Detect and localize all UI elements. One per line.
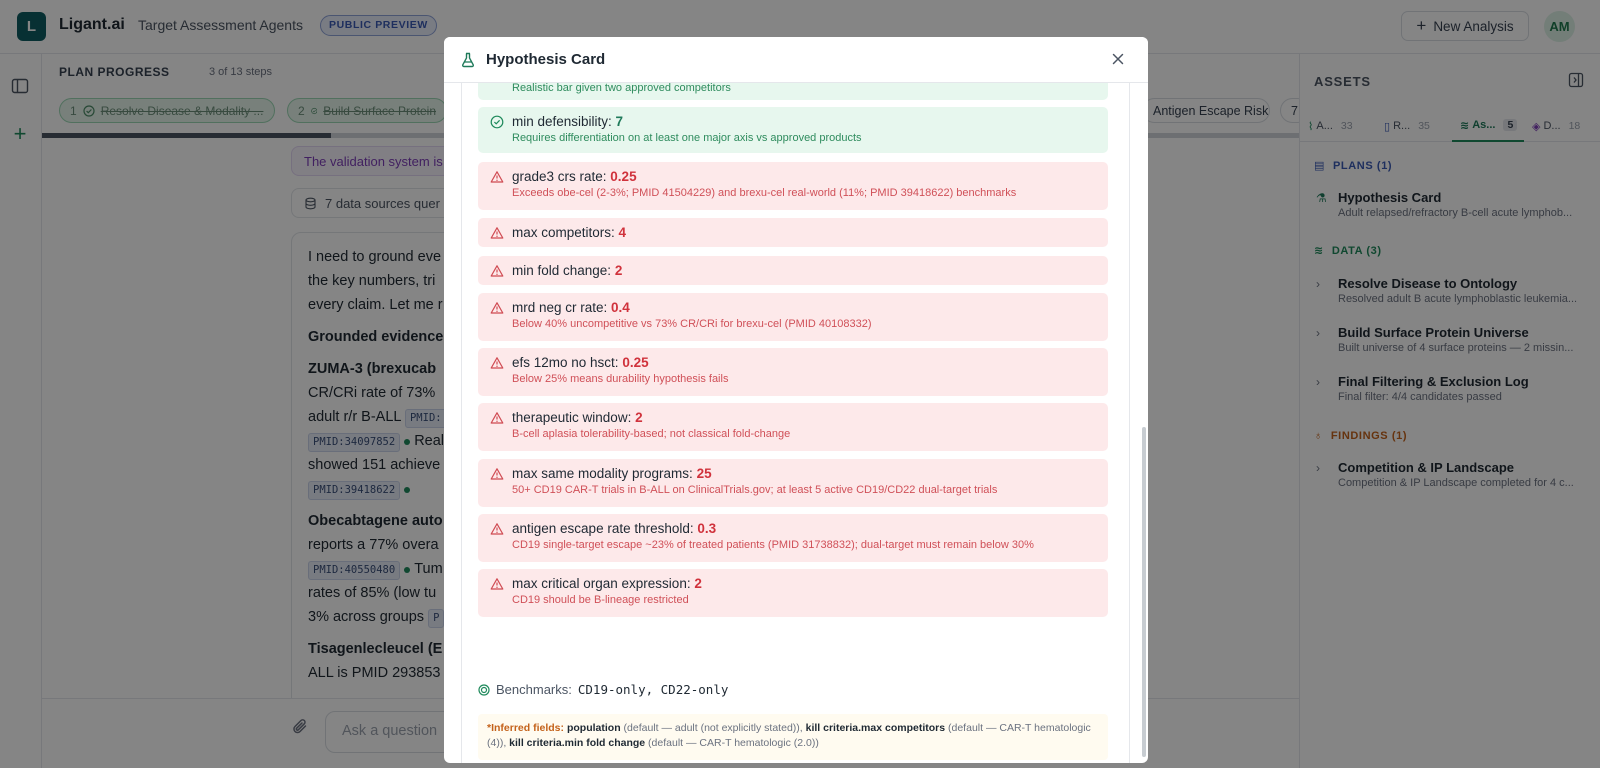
chevron-right-icon: › xyxy=(1316,277,1320,291)
flask-icon xyxy=(460,52,476,68)
message-text: ALL is PMID 293853 xyxy=(308,665,441,681)
user-avatar[interactable]: AM xyxy=(1544,11,1575,42)
warning-icon xyxy=(490,411,504,425)
activity-icon: ⌇ xyxy=(1308,120,1314,133)
benchmarks-row xyxy=(478,682,728,697)
criterion-cut-off xyxy=(478,83,1108,100)
criterion-line xyxy=(512,466,1096,481)
step-number: 1 xyxy=(70,103,77,118)
findings-header-label: FINDINGS (1) xyxy=(1330,430,1408,442)
criterion-value: 2 xyxy=(614,263,623,278)
message-text: adult r/r B-ALL xyxy=(308,409,405,425)
criterion-label: max critical organ expression: xyxy=(512,576,695,591)
data-header-label: DATA (3) xyxy=(1331,244,1382,257)
criterion-line xyxy=(512,355,1096,370)
asset-desc: Competition & IP Landscape completed for 4 c... xyxy=(1338,477,1574,489)
tab-label: D... xyxy=(1543,120,1561,132)
clipboard-icon: ▤ xyxy=(1314,160,1325,172)
criterion-note: Exceeds obe-cel (2-3%; PMID 41504229) and brexu-cel real-world (11%; PMID 39418622) benchmarks xyxy=(512,187,1017,199)
criterion-value: 0.25 xyxy=(622,355,649,370)
criterion-row xyxy=(478,459,1108,507)
message-text: 3% across groups xyxy=(308,609,429,625)
message-line: every claim. Let me r xyxy=(308,297,443,313)
tab-label: R... xyxy=(1393,120,1411,132)
message-line: I need to ground eve xyxy=(308,249,442,265)
pmid-citation[interactable]: PMID:40550480 xyxy=(308,561,400,580)
book-icon: ▯ xyxy=(1384,120,1391,133)
step-label: Build Surface Protein xyxy=(323,103,436,118)
criterion-line xyxy=(512,410,1096,425)
criterion-row xyxy=(478,403,1108,451)
lightbulb-icon: ♁ xyxy=(1314,430,1323,442)
inferred-value: (default — adult (not explicitly stated)), xyxy=(620,722,806,734)
criterion-row xyxy=(478,256,1108,285)
criterion-row xyxy=(478,514,1108,562)
criterion-value: 4 xyxy=(618,225,627,240)
message-heading: Grounded evidence xyxy=(308,329,444,345)
asset-title: Resolve Disease to Ontology xyxy=(1338,276,1518,291)
check-circle-icon xyxy=(490,115,504,129)
criterion-row xyxy=(478,218,1108,247)
criterion-line xyxy=(512,300,1096,315)
message-text: rates of 85% (low tu xyxy=(308,585,437,601)
message-text: showed 151 achieve xyxy=(308,457,441,473)
criterion-row xyxy=(478,348,1108,396)
criterion-note: CD19 single-target escape ~23% of treated patients (PMID 31738832); dual-target must remain below 30% xyxy=(512,539,1034,551)
criterion-value: 0.4 xyxy=(611,300,630,315)
criterion-note: 50+ CD19 CAR-T trials in B-ALL on ClinicalTrials.gov; at least 5 active CD19/CD22 dual-target trials xyxy=(512,484,998,496)
criterion-value: 0.3 xyxy=(697,521,717,536)
criterion-value: 2 xyxy=(635,410,643,425)
asset-title: Hypothesis Card xyxy=(1338,190,1442,205)
message-text: Real xyxy=(414,433,445,449)
tab-label: As... xyxy=(1472,119,1496,131)
database-icon: ≋ xyxy=(1314,245,1324,257)
asset-desc: Final filter: 4/4 candidates passed xyxy=(1338,391,1502,403)
warning-icon xyxy=(490,264,504,278)
criterion-label: max competitors: xyxy=(512,225,619,240)
chevron-right-icon: › xyxy=(1316,461,1320,475)
chevron-right-icon: › xyxy=(1316,326,1320,340)
pmid-citation[interactable]: PMID:34097852 xyxy=(308,433,400,452)
criterion-label: therapeutic window: xyxy=(512,410,636,425)
pmid-citation[interactable]: PMID:39418622 xyxy=(308,481,400,500)
criterion-label: antigen escape rate threshold: xyxy=(512,521,698,536)
criterion-value: 25 xyxy=(696,466,712,481)
criterion-label: efs 12mo no hsct: xyxy=(512,355,623,370)
criterion-line xyxy=(512,225,1096,240)
inferred-label: *Inferred fields: xyxy=(487,722,565,734)
inferred-fields-note xyxy=(478,714,1108,760)
message-heading: Tisagenlecleucel (E xyxy=(308,641,443,657)
pmid-citation[interactable]: P xyxy=(428,609,444,628)
message-heading: ZUMA-3 (brexucab xyxy=(308,361,437,377)
benchmarks-label: Benchmarks: xyxy=(496,682,572,697)
modal-header xyxy=(444,37,1148,83)
logo[interactable]: L xyxy=(17,12,46,41)
modal-scrollbar[interactable] xyxy=(1142,427,1146,757)
criterion-row xyxy=(478,162,1108,210)
asset-title: Final Filtering & Exclusion Log xyxy=(1338,374,1529,389)
plans-header-label: PLANS (1) xyxy=(1333,159,1393,172)
criterion-row xyxy=(478,107,1108,153)
message-line: the key numbers, tri xyxy=(308,273,436,289)
criterion-line xyxy=(512,521,1096,536)
flask-icon: ⚗ xyxy=(1316,191,1327,205)
target-icon xyxy=(478,684,490,696)
tab-count: 33 xyxy=(1340,120,1353,132)
criterion-label: mrd neg cr rate: xyxy=(512,300,612,315)
inferred-key: population xyxy=(566,722,621,734)
new-chat-plus-icon[interactable]: + xyxy=(13,121,27,146)
plan-step-antigen-escape[interactable]: Antigen Escape Risk xyxy=(1142,98,1270,123)
asset-title: Build Surface Protein Universe xyxy=(1338,325,1529,340)
app-subtitle: Target Assessment Agents xyxy=(138,17,303,33)
message-text: CR/CRi rate of 73% xyxy=(308,385,436,401)
criterion-row xyxy=(478,293,1108,341)
criterion-label: max same modality programs: xyxy=(512,466,697,481)
pmid-citation[interactable]: PMID: xyxy=(405,409,447,428)
modal-title: Hypothesis Card xyxy=(486,51,606,68)
inferred-key: kill criteria.min fold change xyxy=(509,737,646,749)
cube-icon: ◈ xyxy=(1532,120,1541,133)
assets-title: ASSETS xyxy=(1314,74,1371,89)
benchmarks-value: CD19-only, CD22-only xyxy=(577,682,729,697)
close-icon[interactable] xyxy=(1110,51,1128,69)
modal-body[interactable] xyxy=(461,83,1130,763)
criterion-label: grade3 crs rate: xyxy=(512,169,611,184)
criterion-label: min defensibility: xyxy=(512,114,616,129)
tab-count: 18 xyxy=(1568,120,1581,132)
brand-name[interactable]: Ligant.ai xyxy=(59,16,125,33)
inferred-key: kill criteria.max competitors xyxy=(805,722,946,734)
asset-desc: Adult relapsed/refractory B-cell acute lymphob... xyxy=(1338,207,1573,219)
criterion-value: 7 xyxy=(615,114,624,129)
criterion-line xyxy=(512,169,1096,184)
warning-icon xyxy=(490,522,504,536)
plan-step-7[interactable]: 7 xyxy=(1280,98,1310,123)
warning-icon xyxy=(490,226,504,240)
warning-icon xyxy=(490,170,504,184)
plus-icon: + xyxy=(1416,16,1427,35)
criterion-line xyxy=(512,263,1096,278)
tab-label: A... xyxy=(1316,120,1333,132)
data-sources-label: 7 data sources quer xyxy=(325,195,440,211)
step-label: Resolve Disease & Modality ... xyxy=(100,103,264,118)
message-text: reports a 77% overa xyxy=(308,537,439,553)
message-heading: Obecabtagene auto xyxy=(308,513,443,529)
criterion-value: 0.25 xyxy=(610,169,637,184)
warning-icon xyxy=(490,467,504,481)
new-analysis-label: New Analysis xyxy=(1433,18,1514,34)
inferred-value: (default — CAR-T hematologic (2.0)) xyxy=(645,737,819,749)
public-preview-badge: PUBLIC PREVIEW xyxy=(320,15,437,36)
plan-step-count: 3 of 13 steps xyxy=(209,66,272,78)
criterion-note: Below 25% means durability hypothesis fails xyxy=(512,373,729,385)
criterion-row xyxy=(478,569,1108,617)
message-text: Tum xyxy=(414,561,443,577)
warning-icon xyxy=(490,577,504,591)
ask-question-input[interactable]: Ask a question xyxy=(325,711,525,753)
criterion-note: B-cell aplasia tolerability-based; not classical fold-change xyxy=(512,428,791,440)
validation-notice[interactable]: The validation system is xyxy=(291,146,491,176)
modal-title-wrap xyxy=(460,51,605,68)
chevron-right-icon: › xyxy=(1316,375,1320,389)
warning-icon xyxy=(490,356,504,370)
criterion-note: Realistic bar given two approved competitors xyxy=(512,83,731,94)
tab-count: 35 xyxy=(1418,120,1430,132)
criterion-label: min fold change: xyxy=(512,263,615,278)
inferred-value: (default — CAR-T hematologic (4)), xyxy=(487,722,1091,749)
asset-title: Competition & IP Landscape xyxy=(1338,460,1515,475)
database-icon: ≋ xyxy=(1460,119,1470,132)
asset-desc: Built universe of 4 surface proteins — 2 missin... xyxy=(1338,342,1574,354)
criterion-note: Requires differentiation on at least one major axis vs approved products xyxy=(512,132,862,144)
warning-icon xyxy=(490,301,504,315)
criterion-note: CD19 should be B-lineage restricted xyxy=(512,594,689,606)
step-number: 2 xyxy=(298,103,305,118)
tab-count: 5 xyxy=(1503,119,1517,131)
criterion-line xyxy=(512,114,1096,129)
hypothesis-card-modal xyxy=(444,37,1148,763)
criterion-value: 2 xyxy=(694,576,702,591)
criterion-note: Below 40% uncompetitive vs 73% CR/CRi for brexu-cel (PMID 40108332) xyxy=(512,318,872,330)
criterion-line xyxy=(512,576,1096,591)
asset-desc: Resolved adult B acute lymphoblastic leukemia... xyxy=(1338,293,1578,305)
plan-progress-title: PLAN PROGRESS xyxy=(59,65,170,79)
